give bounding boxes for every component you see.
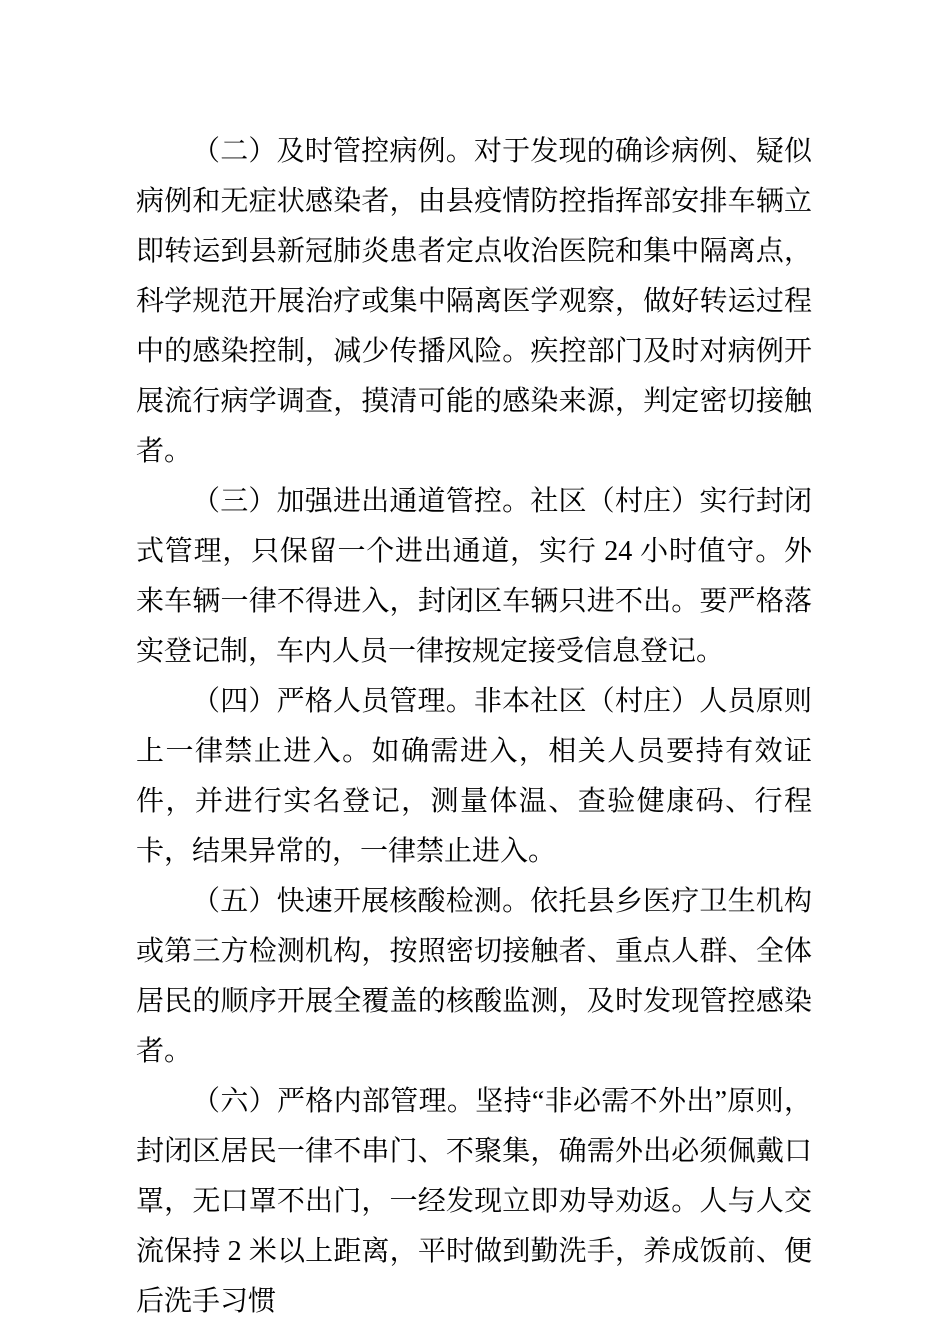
paragraph-channel-control: （三）加强进出通道管控。社区（村庄）实行封闭式管理，只保留一个进出通道，实行 24 小时值守。外来车辆一律不得进入，封闭区车辆只进不出。要严格落实登记制，车内人员一律按规定接受信息登记。 (136, 486, 812, 667)
paragraph-personnel-management: （四）严格人员管理。非本社区（村庄）人员原则上一律禁止进入。如确需进入，相关人员要持有效证件，并进行实名登记，测量体温、查验健康码、行程卡，结果异常的，一律禁止进入。 (136, 686, 812, 867)
document-body (136, 127, 812, 1327)
paragraph-case-control: （二）及时管控病例。对于发现的确诊病例、疑似病例和无症状感染者，由县疫情防控指挥部安排车辆立即转运到县新冠肺炎患者定点收治医院和集中隔离点，科学规范开展治疗或集中隔离医学观察，做好转运过程中的感染控制，减少传播风险。疾控部门及时对病例开展流行病学调查，摸清可能的感染来源，判定密切接触者。 (136, 136, 812, 467)
paragraph-nucleic-acid-testing: （五）快速开展核酸检测。依托县乡医疗卫生机构或第三方检测机构，按照密切接触者、重点人群、全体居民的顺序开展全覆盖的核酸监测，及时发现管控感染者。 (136, 886, 812, 1067)
paragraph-internal-management: （六）严格内部管理。坚持“非必需不外出”原则，封闭区居民一律不串门、不聚集，确需外出必须佩戴口罩，无口罩不出门，一经发现立即劝导劝返。人与人交流保持 2 米以上距离，平时做到勤洗手，养成饭前、便后洗手习惯 (136, 1086, 812, 1317)
